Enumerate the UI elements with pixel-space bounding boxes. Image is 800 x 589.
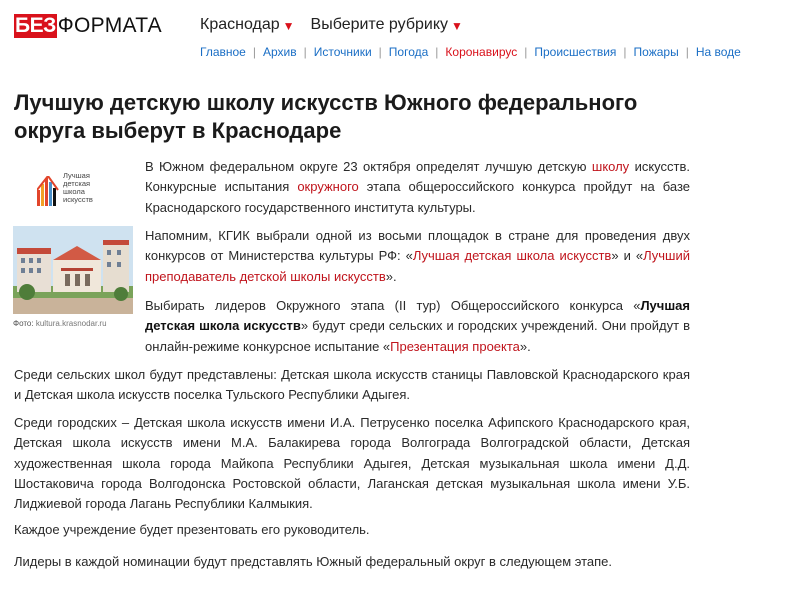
credit-source: kultura.krasnodar.ru	[35, 319, 107, 328]
nav-separator: |	[378, 45, 382, 59]
building-illustration	[13, 226, 133, 314]
nav-separator: |	[252, 45, 256, 59]
link-district[interactable]: окружного	[297, 179, 359, 195]
contest-logo-text	[63, 172, 93, 204]
nav-item-sources[interactable]: Источники	[313, 45, 372, 59]
nav-item-fires[interactable]: Пожары	[633, 45, 679, 59]
text: Выбирать лидеров Окружного этапа (II тур) Общероссийского конкурса «	[145, 298, 641, 313]
logo-line: искусств	[63, 195, 93, 204]
contest-name: Лучшая детская школа искусств	[145, 298, 690, 334]
logo-word: ФОРМАТА	[57, 14, 162, 37]
nav-item-archive[interactable]: Архив	[262, 45, 297, 59]
link-school[interactable]: школу	[591, 159, 630, 174]
city-selector[interactable]	[200, 16, 295, 34]
link-project-presentation[interactable]: Презентация проекта	[390, 338, 520, 354]
paragraph-5: Среди городских – Детская школа искусств имени И.А. Петрусенко поселка Афипского Краснодарского края, Детская школа искусств имени М.А. Балакирева города Волгограда Волгоградской области, Детская художественная школа города Майкопа Республики Адыгея, Детская музыкальная школа имени Д.Д. Шостаковича города Волгодонска Ростовской области, Лаганская детская музыкальная школа имени У.Б. Лиджиевой города Лагань Республики Калмыкия.	[14, 415, 690, 512]
paragraph-6: Каждое учреждение будет презентовать его руководитель.	[14, 522, 370, 537]
nav-separator: |	[623, 45, 627, 59]
institute-building-photo[interactable]	[13, 226, 133, 314]
nav-separator: |	[303, 45, 307, 59]
paragraph-7: Лидеры в каждой номинации будут представлять Южный федеральный округ в следующем этапе.	[14, 554, 613, 569]
contest-logo-icon	[37, 176, 59, 206]
paragraph-2	[145, 226, 690, 287]
paragraph-1	[145, 157, 690, 218]
nav-separator: |	[524, 45, 528, 59]
contest-logo-image[interactable]	[13, 160, 133, 220]
article-photo-block	[13, 160, 133, 328]
paragraph-4: Среди сельских школ будут представлены: Детская школа искусств станицы Павловской Краснодарского края и Детская школа искусств поселка Тульского Республики Адыгея.	[14, 367, 690, 403]
site-logo[interactable]	[14, 14, 162, 38]
rubric-selector[interactable]	[311, 16, 463, 34]
chevron-down-icon: ▼	[451, 19, 463, 33]
rubric-label: Выберите рубрику	[310, 16, 448, 33]
header-selectors	[200, 16, 463, 34]
nav-item-incidents[interactable]: Происшествия	[534, 45, 617, 59]
photo-credit	[13, 319, 133, 328]
article-title: Лучшую детскую школу искусств Южного федерального округа выберут в Краснодаре	[14, 90, 638, 143]
chevron-down-icon: ▼	[282, 19, 295, 33]
text: ».	[385, 268, 397, 284]
logo-line: детская	[63, 179, 91, 188]
text: » и «	[611, 248, 644, 264]
nav-separator: |	[435, 45, 439, 59]
text: Напомним, КГИК выбрали одной из восьми площадок в стране для проведения двух конкурсов от Министерства культуры РФ: «	[145, 228, 690, 264]
logo-line: школа	[63, 187, 85, 196]
nav-item-on-water[interactable]: На воде	[695, 45, 741, 59]
text: этапа общероссийского конкурса пройдут на базе Краснодарского государственного института культуры.	[145, 179, 691, 215]
link-best-school[interactable]: Лучшая детская школа искусств	[412, 248, 612, 264]
text: ».	[519, 338, 531, 354]
logo-mark: БЕЗ	[15, 14, 56, 37]
top-nav	[200, 45, 741, 59]
text: искусств. Конкурсные испытания	[145, 159, 690, 195]
logo-line: Лучшая	[63, 171, 90, 180]
text: В Южном федеральном округе 23 октября определят лучшую детскую	[145, 159, 592, 174]
link-best-teacher[interactable]: Лучший преподаватель детской школы искусств	[145, 248, 690, 284]
nav-item-main[interactable]: Главное	[200, 45, 246, 59]
text: » будут среди сельских и городских учреждений. Они пройдут в онлайн-режиме конкурсное испытание «	[145, 318, 690, 354]
city-label: Краснодар	[200, 16, 280, 33]
nav-separator: |	[685, 45, 689, 59]
nav-item-weather[interactable]: Погода	[388, 45, 429, 59]
nav-item-coronavirus[interactable]: Коронавирус	[445, 45, 518, 59]
credit-label: Фото:	[13, 319, 34, 328]
paragraph-3	[145, 296, 690, 357]
